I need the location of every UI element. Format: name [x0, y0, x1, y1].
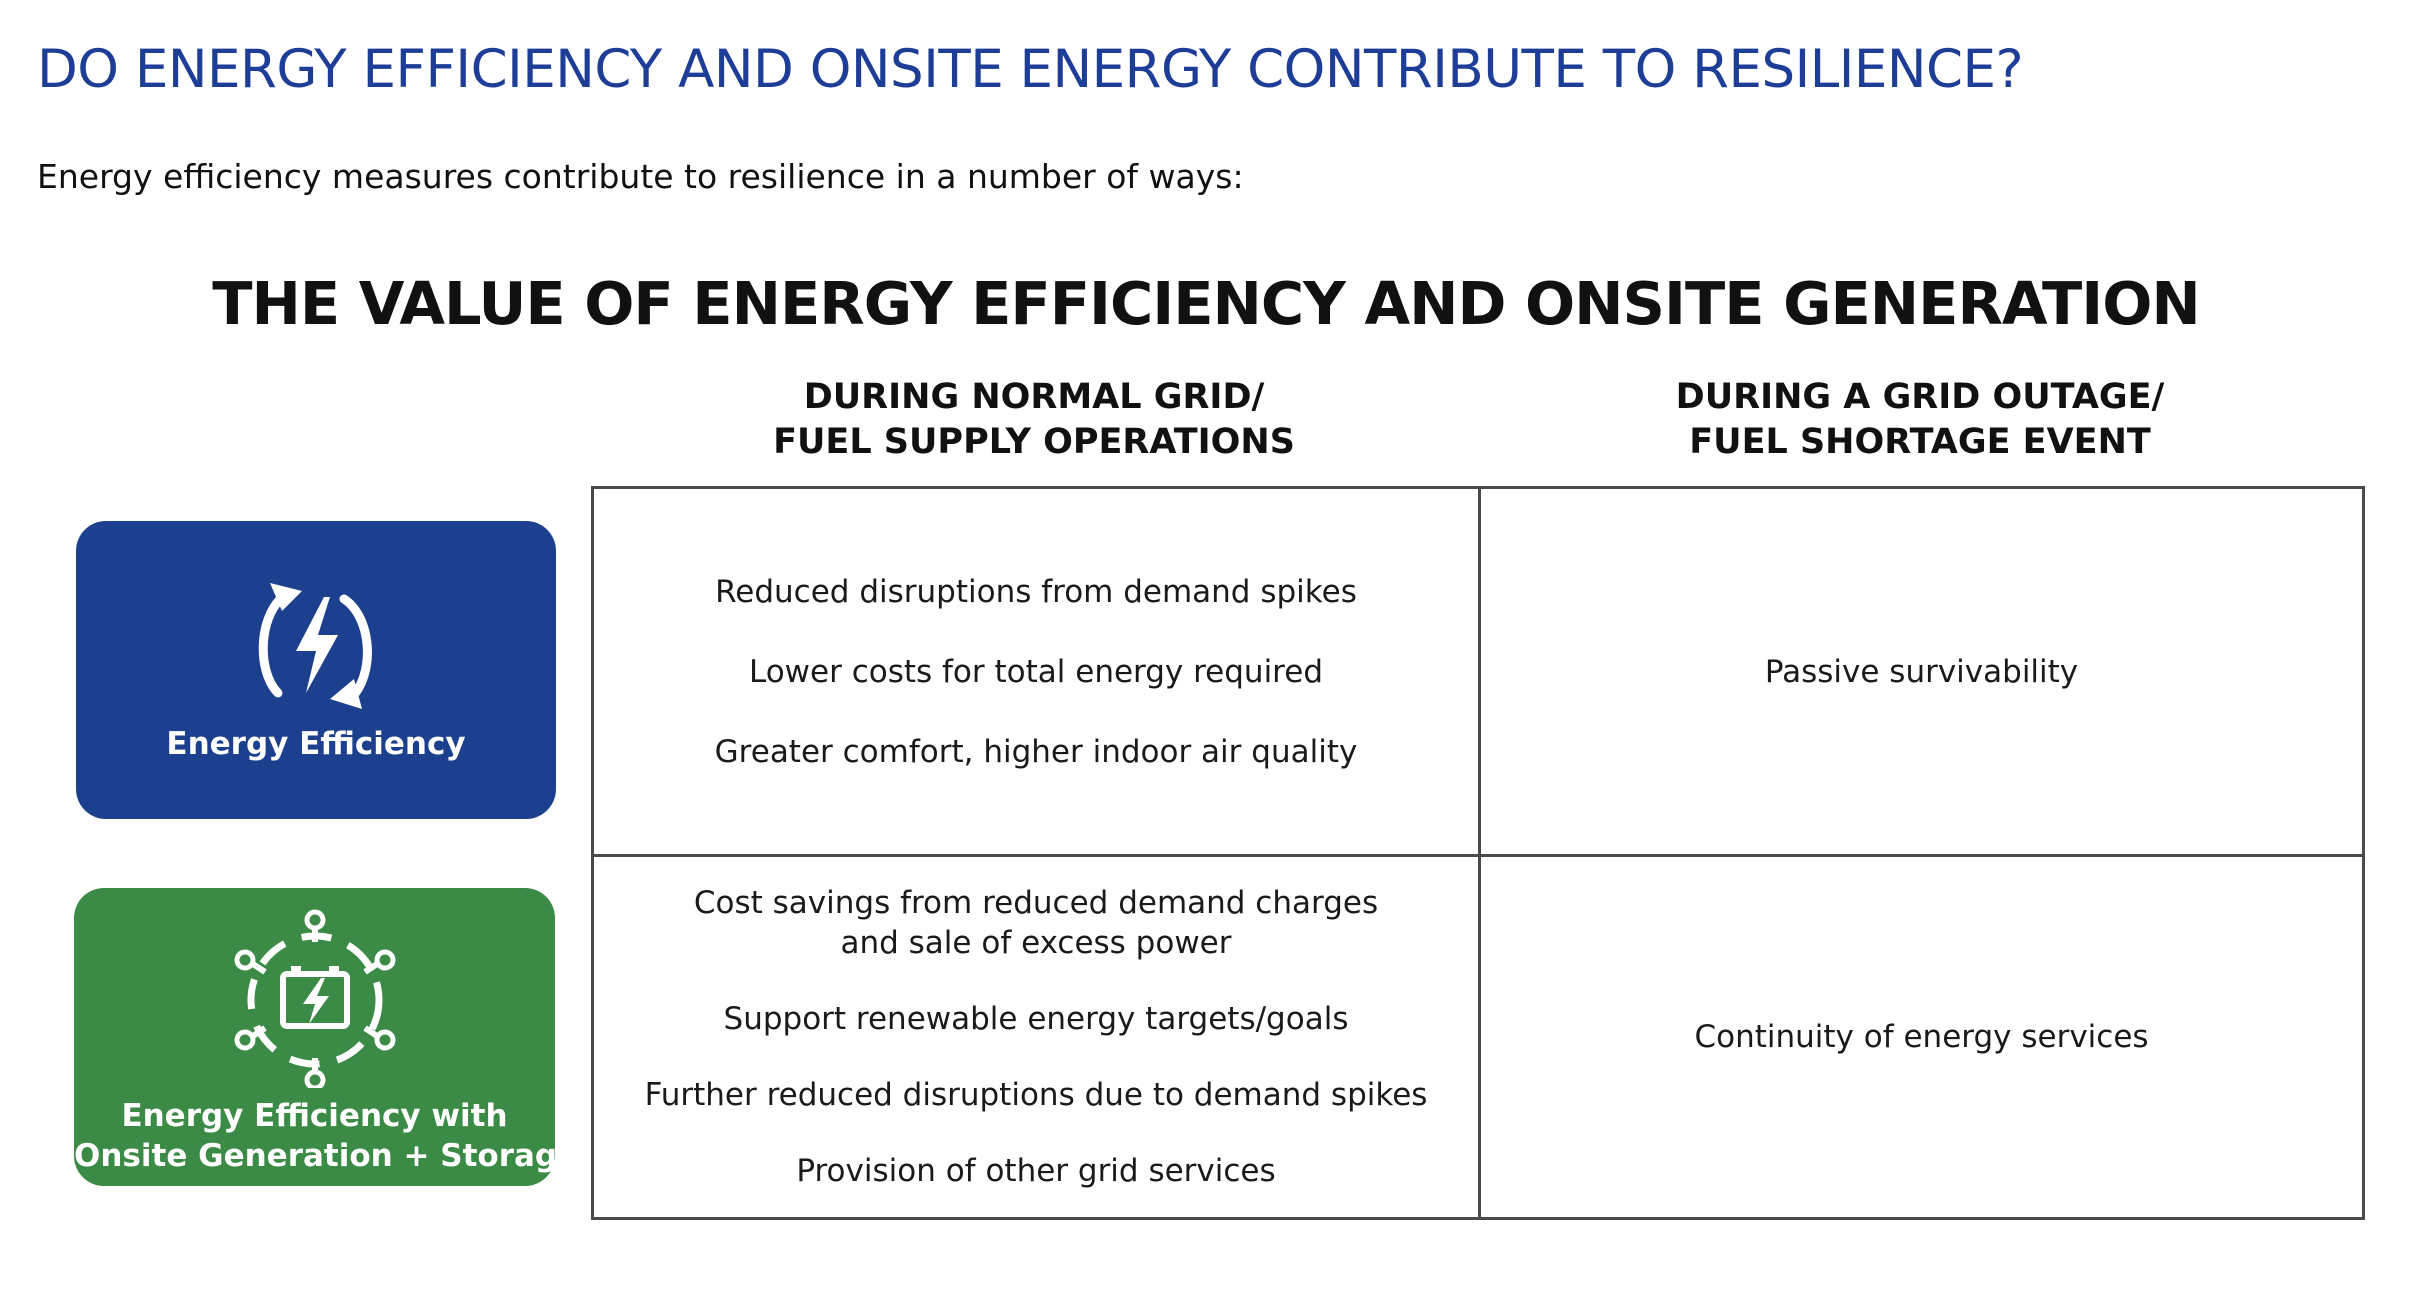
column-header-normal-operations — [592, 375, 1476, 465]
cell-onsite-outage — [1481, 857, 2362, 1217]
benefit-item-line: Cost savings from reduced demand charges — [693, 885, 1379, 921]
column-header-line: DURING A GRID OUTAGE/ — [1675, 377, 2165, 417]
benefit-item: Provision of other grid services — [796, 1153, 1276, 1189]
tile-label — [74, 1096, 579, 1176]
tile-label-line: Onsite Generation + Storage — [74, 1138, 579, 1174]
benefit-item: Lower costs for total energy required — [748, 653, 1323, 690]
column-header-line: FUEL SUPPLY OPERATIONS — [773, 422, 1295, 462]
tile-label-line: Energy Efficiency — [166, 726, 466, 762]
column-header-line: FUEL SHORTAGE EVENT — [1689, 422, 2151, 462]
column-header-outage-event — [1478, 375, 2362, 465]
cell-efficiency-normal — [594, 489, 1478, 854]
figure-title: THE VALUE OF ENERGY EFFICIENCY AND ONSITE GENERATION — [212, 269, 2200, 338]
benefit-item-line: and sale of excess power — [840, 925, 1232, 961]
battery-network-icon — [225, 908, 405, 1088]
page-title: DO ENERGY EFFICIENCY AND ONSITE ENERGY CONTRIBUTE TO RESILIENCE? — [37, 39, 2024, 100]
column-header-line: DURING NORMAL GRID/ — [803, 377, 1265, 417]
benefit-item: Reduced disruptions from demand spikes — [715, 573, 1357, 610]
benefit-item: Passive survivability — [1764, 653, 2079, 690]
benefit-item: Continuity of energy services — [1694, 1019, 2149, 1055]
tile-label — [76, 724, 556, 764]
benefit-item: Greater comfort, higher indoor air quality — [714, 733, 1358, 770]
benefit-item — [694, 883, 1378, 963]
lightning-refresh-icon — [226, 571, 406, 721]
onsite-generation-tile — [74, 888, 579, 1186]
benefit-item: Support renewable energy targets/goals — [723, 1001, 1349, 1037]
benefit-item: Further reduced disruptions due to demand spikes — [644, 1077, 1428, 1113]
tile-label-line: Energy Efficiency with — [121, 1098, 508, 1134]
intro-text: Energy efficiency measures contribute to resilience in a number of ways: — [37, 157, 1244, 196]
cell-efficiency-outage — [1481, 489, 2362, 854]
value-matrix-table — [591, 486, 2365, 1220]
cell-onsite-normal — [594, 857, 1478, 1217]
energy-efficiency-tile — [76, 521, 556, 819]
